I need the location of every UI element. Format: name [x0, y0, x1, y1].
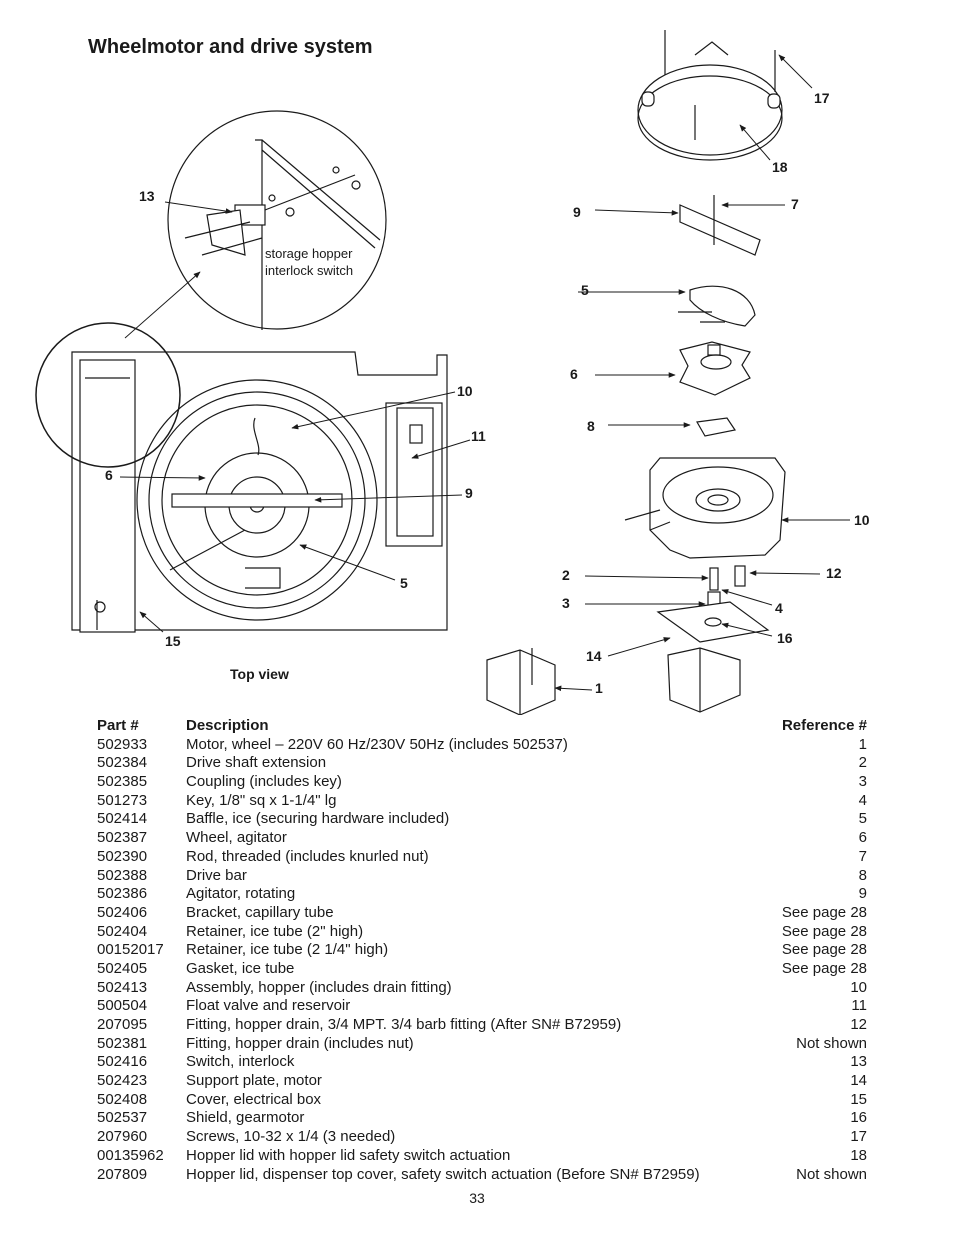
header-description: Description — [186, 717, 269, 734]
cell-part: 207095 — [97, 1016, 148, 1033]
table-row — [97, 792, 867, 811]
callout-5b: 5 — [581, 282, 589, 298]
cell-reference: 12 — [850, 1016, 867, 1033]
cell-description: Shield, gearmotor — [186, 1109, 305, 1127]
callout-6: 6 — [105, 467, 113, 483]
interlock-switch-inset — [168, 111, 386, 330]
table-row — [97, 773, 867, 792]
table-row — [97, 960, 867, 979]
cell-part: 501273 — [97, 791, 148, 809]
cell-description: Coupling (includes key) — [186, 773, 342, 791]
cell-reference: 10 — [850, 978, 867, 996]
cell-part: 502387 — [97, 829, 148, 847]
cell-description: Bracket, capillary tube — [186, 903, 334, 921]
callout-7: 7 — [791, 196, 799, 212]
table-row — [97, 904, 867, 923]
cell-description: Retainer, ice tube (2 1/4" high) — [186, 941, 389, 959]
cell-reference: See page 28 — [781, 903, 867, 921]
page-number: 33 — [469, 1190, 485, 1206]
cell-description: Fitting, hopper drain, 3/4 MPT. 3/4 barb fitting (After SN# B72959) — [186, 1016, 622, 1033]
cell-reference: 4 — [858, 791, 867, 809]
callout-12: 12 — [826, 565, 842, 581]
cell-description: Float valve and reservoir — [186, 997, 351, 1015]
cell-reference: 1 — [858, 735, 867, 753]
cell-reference: 18 — [850, 1146, 867, 1164]
callout-10b: 10 — [854, 512, 870, 528]
table-row — [97, 848, 867, 867]
cell-description: Agitator, rotating — [186, 885, 296, 903]
callout-9b: 9 — [573, 204, 581, 220]
callout-9: 9 — [465, 485, 473, 501]
top-view-caption: Top view — [230, 666, 289, 682]
cell-part: 502388 — [97, 866, 148, 884]
callout-13: 13 — [139, 188, 155, 204]
cell-part: 502384 — [97, 754, 148, 772]
cell-reference: 11 — [851, 997, 867, 1015]
cell-reference: 17 — [850, 1128, 867, 1146]
cell-part: 502386 — [97, 885, 148, 903]
cell-part: 502414 — [97, 810, 148, 828]
callout-4: 4 — [775, 600, 783, 616]
hopper-top-view — [36, 323, 447, 632]
callout-10: 10 — [457, 383, 473, 399]
table-row — [97, 1091, 867, 1110]
cell-reference: 8 — [858, 866, 867, 884]
table-row — [97, 1109, 867, 1128]
callout-8: 8 — [587, 418, 595, 434]
inset-caption-line-1: storage hopper — [265, 246, 353, 261]
callout-2: 2 — [562, 567, 570, 583]
table-row — [97, 867, 867, 886]
cell-description: Screws, 10-32 x 1/4 (3 needed) — [186, 1128, 396, 1146]
page-title: Wheelmotor and drive system — [88, 36, 373, 58]
cell-description: Assembly, hopper (includes drain fitting) — [186, 978, 452, 996]
parts-table — [97, 717, 867, 1184]
cell-part: 500504 — [97, 997, 148, 1015]
table-row — [97, 754, 867, 773]
table-row — [97, 923, 867, 942]
cell-reference: See page 28 — [781, 959, 867, 977]
cell-part: 502405 — [97, 959, 148, 977]
cell-reference: 16 — [850, 1109, 867, 1127]
cell-part: 502933 — [97, 735, 148, 753]
cell-reference: 7 — [858, 847, 867, 865]
cell-reference: See page 28 — [781, 941, 867, 959]
cell-description: Baffle, ice (securing hardware included) — [186, 810, 450, 828]
cell-part: 502406 — [97, 903, 148, 921]
table-row — [97, 1035, 867, 1054]
table-row — [97, 829, 867, 848]
cell-description: Support plate, motor — [186, 1072, 322, 1090]
cell-description: Wheel, agitator — [186, 829, 287, 847]
cell-part: 502423 — [97, 1072, 148, 1090]
cell-part: 502413 — [97, 978, 148, 996]
table-row — [97, 997, 867, 1016]
cell-part: 502390 — [97, 847, 148, 865]
cell-description: Hopper lid, dispenser top cover, safety switch actuation (Before SN# B72959) — [186, 1165, 700, 1183]
cell-part: 502404 — [97, 922, 148, 940]
cell-reference: See page 28 — [781, 922, 867, 940]
cell-reference: Not shown — [796, 1165, 867, 1183]
header-part: Part # — [97, 717, 139, 734]
cell-description: Rod, threaded (includes knurled nut) — [186, 847, 429, 865]
cell-part: 502408 — [97, 1090, 148, 1108]
cell-part: 502385 — [97, 773, 148, 791]
callout-3: 3 — [562, 595, 570, 611]
cell-description: Motor, wheel – 220V 60 Hz/230V 50Hz (includes 502537) — [186, 735, 568, 753]
cell-reference: 13 — [850, 1053, 867, 1071]
cell-part: 502416 — [97, 1053, 148, 1071]
table-row — [97, 941, 867, 960]
callout-6b: 6 — [570, 366, 578, 382]
callout-5: 5 — [400, 575, 408, 591]
cell-description: Drive bar — [186, 866, 247, 884]
callout-11: 11 — [471, 428, 486, 444]
cell-description: Cover, electrical box — [186, 1090, 322, 1108]
table-row — [97, 885, 867, 904]
cell-reference: 15 — [850, 1090, 867, 1108]
callout-14: 14 — [586, 648, 602, 664]
cell-description: Gasket, ice tube — [186, 959, 295, 977]
table-row — [97, 1128, 867, 1147]
callout-18: 18 — [772, 159, 788, 175]
table-row — [97, 736, 867, 755]
table-row — [97, 979, 867, 998]
callout-1: 1 — [595, 680, 603, 696]
cell-reference: 2 — [858, 754, 867, 772]
cell-part: 207809 — [97, 1165, 148, 1183]
cell-reference: 9 — [858, 885, 867, 903]
cell-part: 502537 — [97, 1109, 148, 1127]
cell-reference: 5 — [858, 810, 867, 828]
cell-part: 502381 — [97, 1034, 148, 1052]
cell-reference: 3 — [858, 773, 867, 791]
cell-reference: 6 — [858, 829, 867, 847]
header-reference: Reference # — [781, 717, 867, 734]
cell-description: Fitting, hopper drain (includes nut) — [186, 1034, 414, 1052]
table-row — [97, 810, 867, 829]
table-body — [97, 736, 867, 1185]
cell-reference: Not shown — [796, 1034, 867, 1052]
cell-description: Drive shaft extension — [186, 754, 327, 772]
callout-16: 16 — [777, 630, 793, 646]
inset-caption-line-2: interlock switch — [265, 263, 354, 278]
table-header — [97, 717, 867, 736]
cell-description: Switch, interlock — [186, 1053, 295, 1071]
table-row — [97, 1147, 867, 1166]
exploded-view — [487, 30, 785, 715]
cell-part: 207960 — [97, 1128, 148, 1146]
callout-15: 15 — [165, 633, 181, 649]
cell-part: 00135962 — [97, 1146, 164, 1164]
cell-reference: 14 — [850, 1072, 867, 1090]
callout-17: 17 — [814, 90, 830, 106]
table-row — [97, 1016, 867, 1035]
cell-description: Key, 1/8" sq x 1-1/4" lg — [186, 791, 337, 809]
table-row — [97, 1166, 867, 1185]
table-row — [97, 1053, 867, 1072]
cell-part: 00152017 — [97, 941, 164, 959]
table-row — [97, 1072, 867, 1091]
cell-description: Retainer, ice tube (2" high) — [186, 922, 364, 940]
cell-description: Hopper lid with hopper lid safety switch actuation — [186, 1146, 511, 1164]
